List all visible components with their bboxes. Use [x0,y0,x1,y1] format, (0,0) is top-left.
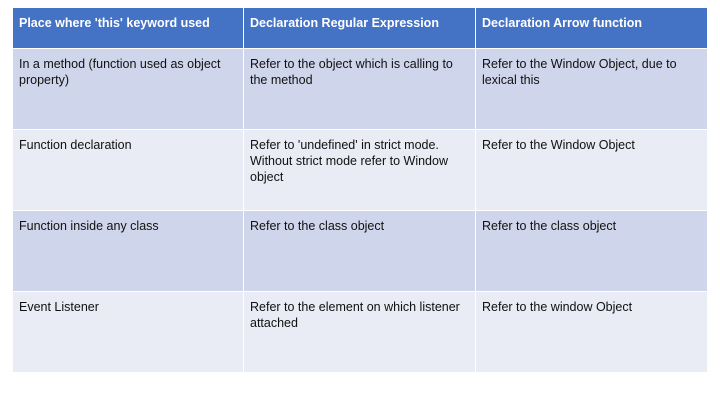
cell-place: Event Listener [13,292,244,373]
header-regular-expression: Declaration Regular Expression [244,8,476,49]
header-place-used: Place where 'this' keyword used [13,8,244,49]
cell-regular: Refer to 'undefined' in strict mode. Without strict mode refer to Window object [244,130,476,211]
table-row [13,130,708,211]
cell-place: Function declaration [13,130,244,211]
cell-place: In a method (function used as object property) [13,49,244,130]
header-arrow-function: Declaration Arrow function [476,8,708,49]
cell-arrow: Refer to the Window Object [476,130,708,211]
cell-place: Function inside any class [13,211,244,292]
table-row [13,292,708,373]
cell-arrow: Refer to the window Object [476,292,708,373]
this-keyword-table [12,7,708,373]
cell-regular: Refer to the class object [244,211,476,292]
cell-arrow: Refer to the class object [476,211,708,292]
table-row [13,49,708,130]
cell-regular: Refer to the object which is calling to the method [244,49,476,130]
cell-arrow: Refer to the Window Object, due to lexical this [476,49,708,130]
table-header-row [13,8,708,49]
cell-regular: Refer to the element on which listener attached [244,292,476,373]
table-row [13,211,708,292]
